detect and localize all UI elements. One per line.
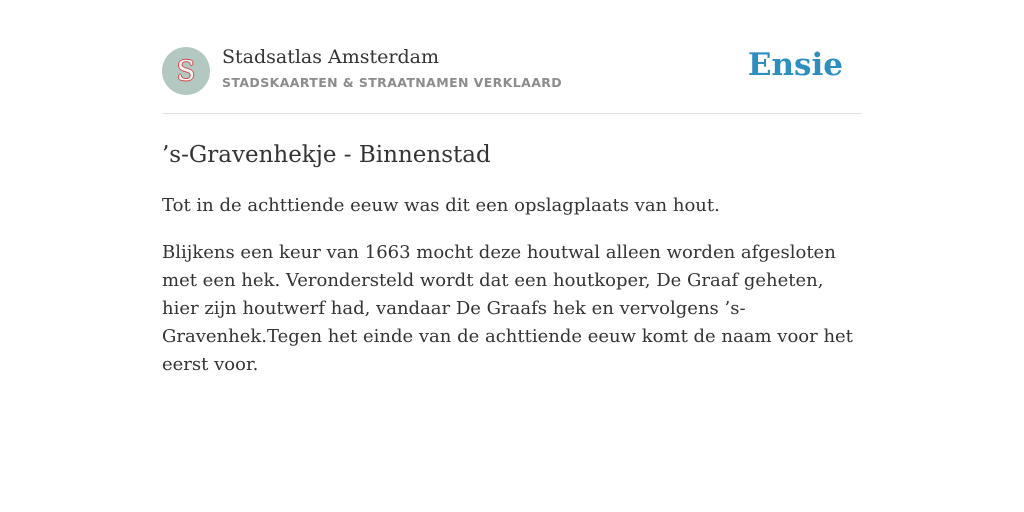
avatar-letter: S bbox=[176, 55, 196, 87]
site-header bbox=[162, 0, 862, 114]
avatar[interactable] bbox=[162, 47, 210, 95]
article-paragraph: Blijkens een keur van 1663 mocht deze houtwal alleen worden afgesloten met een hek. Verondersteld wordt dat een houtkoper, De Graaf geheten, hier zijn houtwerf had, vandaar De Graafs hek en vervolgens ’s-Gravenhek.Tegen het einde van de achttiende eeuw komt de naam voor het eerst voor. bbox=[162, 242, 853, 375]
article-paragraph: Tot in de achttiende eeuw was dit een opslagplaats van hout. bbox=[162, 195, 720, 216]
site-title[interactable]: Stadsatlas Amsterdam bbox=[222, 46, 440, 68]
article-title: ’s-Gravenhekje - Binnenstad bbox=[162, 142, 491, 168]
page-container bbox=[162, 0, 862, 379]
ensie-logo[interactable]: Ensie bbox=[747, 47, 843, 83]
site-subtitle: STADSKAARTEN & STRAATNAMEN VERKLAARD bbox=[222, 75, 563, 90]
